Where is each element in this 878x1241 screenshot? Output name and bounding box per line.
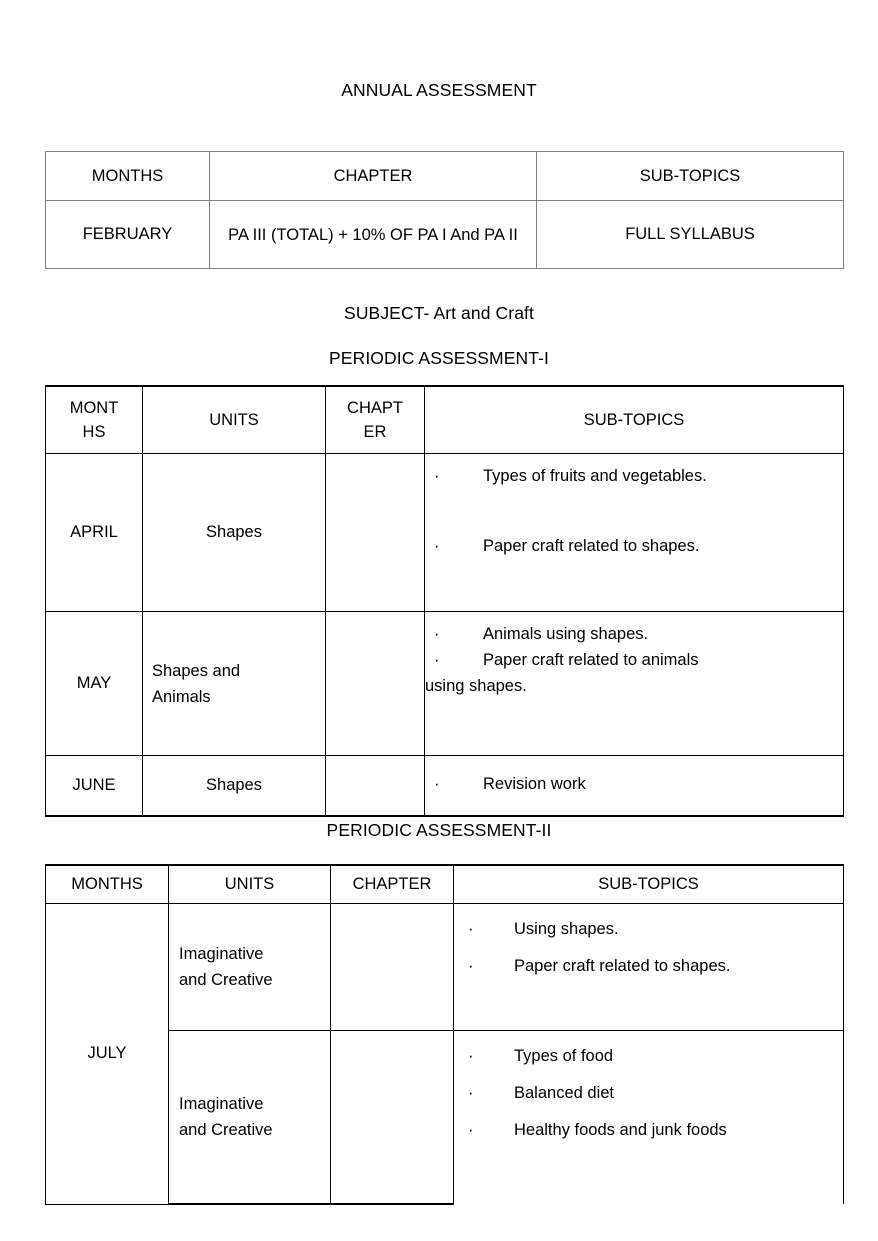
list-item-label: Healthy foods and junk foods [514,1121,727,1139]
cell-month-april: APRIL [46,454,143,612]
cell-unit-april: Shapes [143,454,326,612]
column-header-sub-topics: SUB-TOPICS [454,865,844,904]
list-item [459,1117,837,1143]
cell-month-february: FEBRUARY [46,201,210,269]
annual-assessment-table [45,151,844,269]
column-header-sub-topics: SUB-TOPICS [537,152,844,201]
list-item-continuation-label: using shapes. [425,677,527,695]
column-header-months-line1: MONT [69,399,119,417]
column-header-chapter-line2: ER [363,423,387,441]
column-header-chapter-line1: CHAPT [347,399,403,417]
table-row [46,454,844,612]
cell-unit-july-2-line2: and Creative [179,1121,273,1139]
column-header-units: UNITS [169,865,331,904]
cell-unit-may [143,612,326,756]
cell-subtopics-april [425,454,844,612]
subtopics-list [459,916,837,979]
bullet-dot-icon: · [468,920,474,938]
cell-chapter-may [326,612,425,756]
cell-unit-may-line2: Animals [152,687,211,706]
cell-chapter-june [326,756,425,817]
list-item [425,533,837,559]
periodic-assessment-2-heading: PERIODIC ASSESSMENT-II [326,820,552,840]
list-item [459,916,837,942]
table-row [46,612,844,756]
bullet-dot-icon: · [468,1047,474,1065]
cell-unit-june: Shapes [143,756,326,817]
cell-unit-july-2-line1: Imaginative [179,1095,264,1113]
cell-month-july: JULY [46,904,169,1205]
cell-unit-may-line1: Shapes and [152,661,241,680]
list-item-label: Animals using shapes. [483,625,649,643]
table-row [46,904,844,1031]
list-item [425,771,837,797]
cell-subtopics-july-2 [454,1031,844,1205]
cell-subtopics-may [425,612,844,756]
subtopics-list [459,1043,837,1143]
column-header-units: UNITS [143,386,326,454]
table-row [46,756,844,817]
page-title-annual-assessment: ANNUAL ASSESSMENT [341,80,537,100]
cell-month-june: JUNE [46,756,143,817]
list-item-label: Types of fruits and vegetables. [483,467,707,485]
bullet-dot-icon: · [468,1121,474,1139]
bullet-dot-icon: · [434,625,440,643]
table-header-row [46,386,844,454]
cell-unit-july-1-line1: Imaginative [179,945,264,963]
list-item [459,1080,837,1106]
cell-subtopics-june [425,756,844,817]
list-item-label: Balanced diet [514,1084,614,1102]
column-header-months: MONTHS [46,865,169,904]
list-item-label: Types of food [514,1047,614,1065]
list-item-label: Paper craft related to shapes. [483,537,700,555]
cell-month-may: MAY [46,612,143,756]
table-row [46,201,844,269]
column-header-sub-topics: SUB-TOPICS [425,386,844,454]
bullet-dot-icon: · [434,775,440,793]
periodic-assessment-2-table [45,864,844,1205]
column-header-months: MONTHS [46,152,210,201]
bullet-dot-icon: · [434,467,440,485]
subtopics-list [425,463,837,559]
periodic-assessment-1-table [45,385,844,817]
column-header-chapter: CHAPTER [210,152,537,201]
bullet-dot-icon: · [434,537,440,555]
subtopics-list [425,621,837,699]
cell-subtopics-february: FULL SYLLABUS [537,201,844,269]
list-item [425,621,837,647]
cell-chapter-july-1 [331,904,454,1031]
column-header-chapter [326,386,425,454]
cell-chapter-february: PA III (TOTAL) + 10% OF PA I And PA II [210,201,537,269]
column-header-months [46,386,143,454]
column-header-chapter: CHAPTER [331,865,454,904]
list-item-continuation [425,673,837,699]
column-header-months-line2: HS [82,423,106,441]
list-item-label: Paper craft related to animals [483,651,699,669]
list-item [459,953,837,979]
subject-heading: SUBJECT- Art and Craft [344,303,534,323]
list-item [425,647,837,673]
list-item-label: Using shapes. [514,920,619,938]
cell-chapter-july-2 [331,1031,454,1205]
subtopics-list [425,771,837,797]
list-item [459,1043,837,1069]
cell-unit-july-1-line2: and Creative [179,971,273,989]
list-item-label: Paper craft related to shapes. [514,957,731,975]
periodic-assessment-1-heading: PERIODIC ASSESSMENT-I [329,348,549,368]
bullet-dot-icon: · [468,1084,474,1102]
list-item-label: Revision work [483,775,586,793]
table-header-row [46,152,844,201]
cell-chapter-april [326,454,425,612]
cell-unit-july-1 [169,904,331,1031]
table-header-row [46,865,844,904]
cell-subtopics-july-1 [454,904,844,1031]
cell-unit-july-2 [169,1031,331,1205]
bullet-dot-icon: · [468,957,474,975]
list-item [425,463,837,489]
bullet-dot-icon: · [434,651,440,669]
